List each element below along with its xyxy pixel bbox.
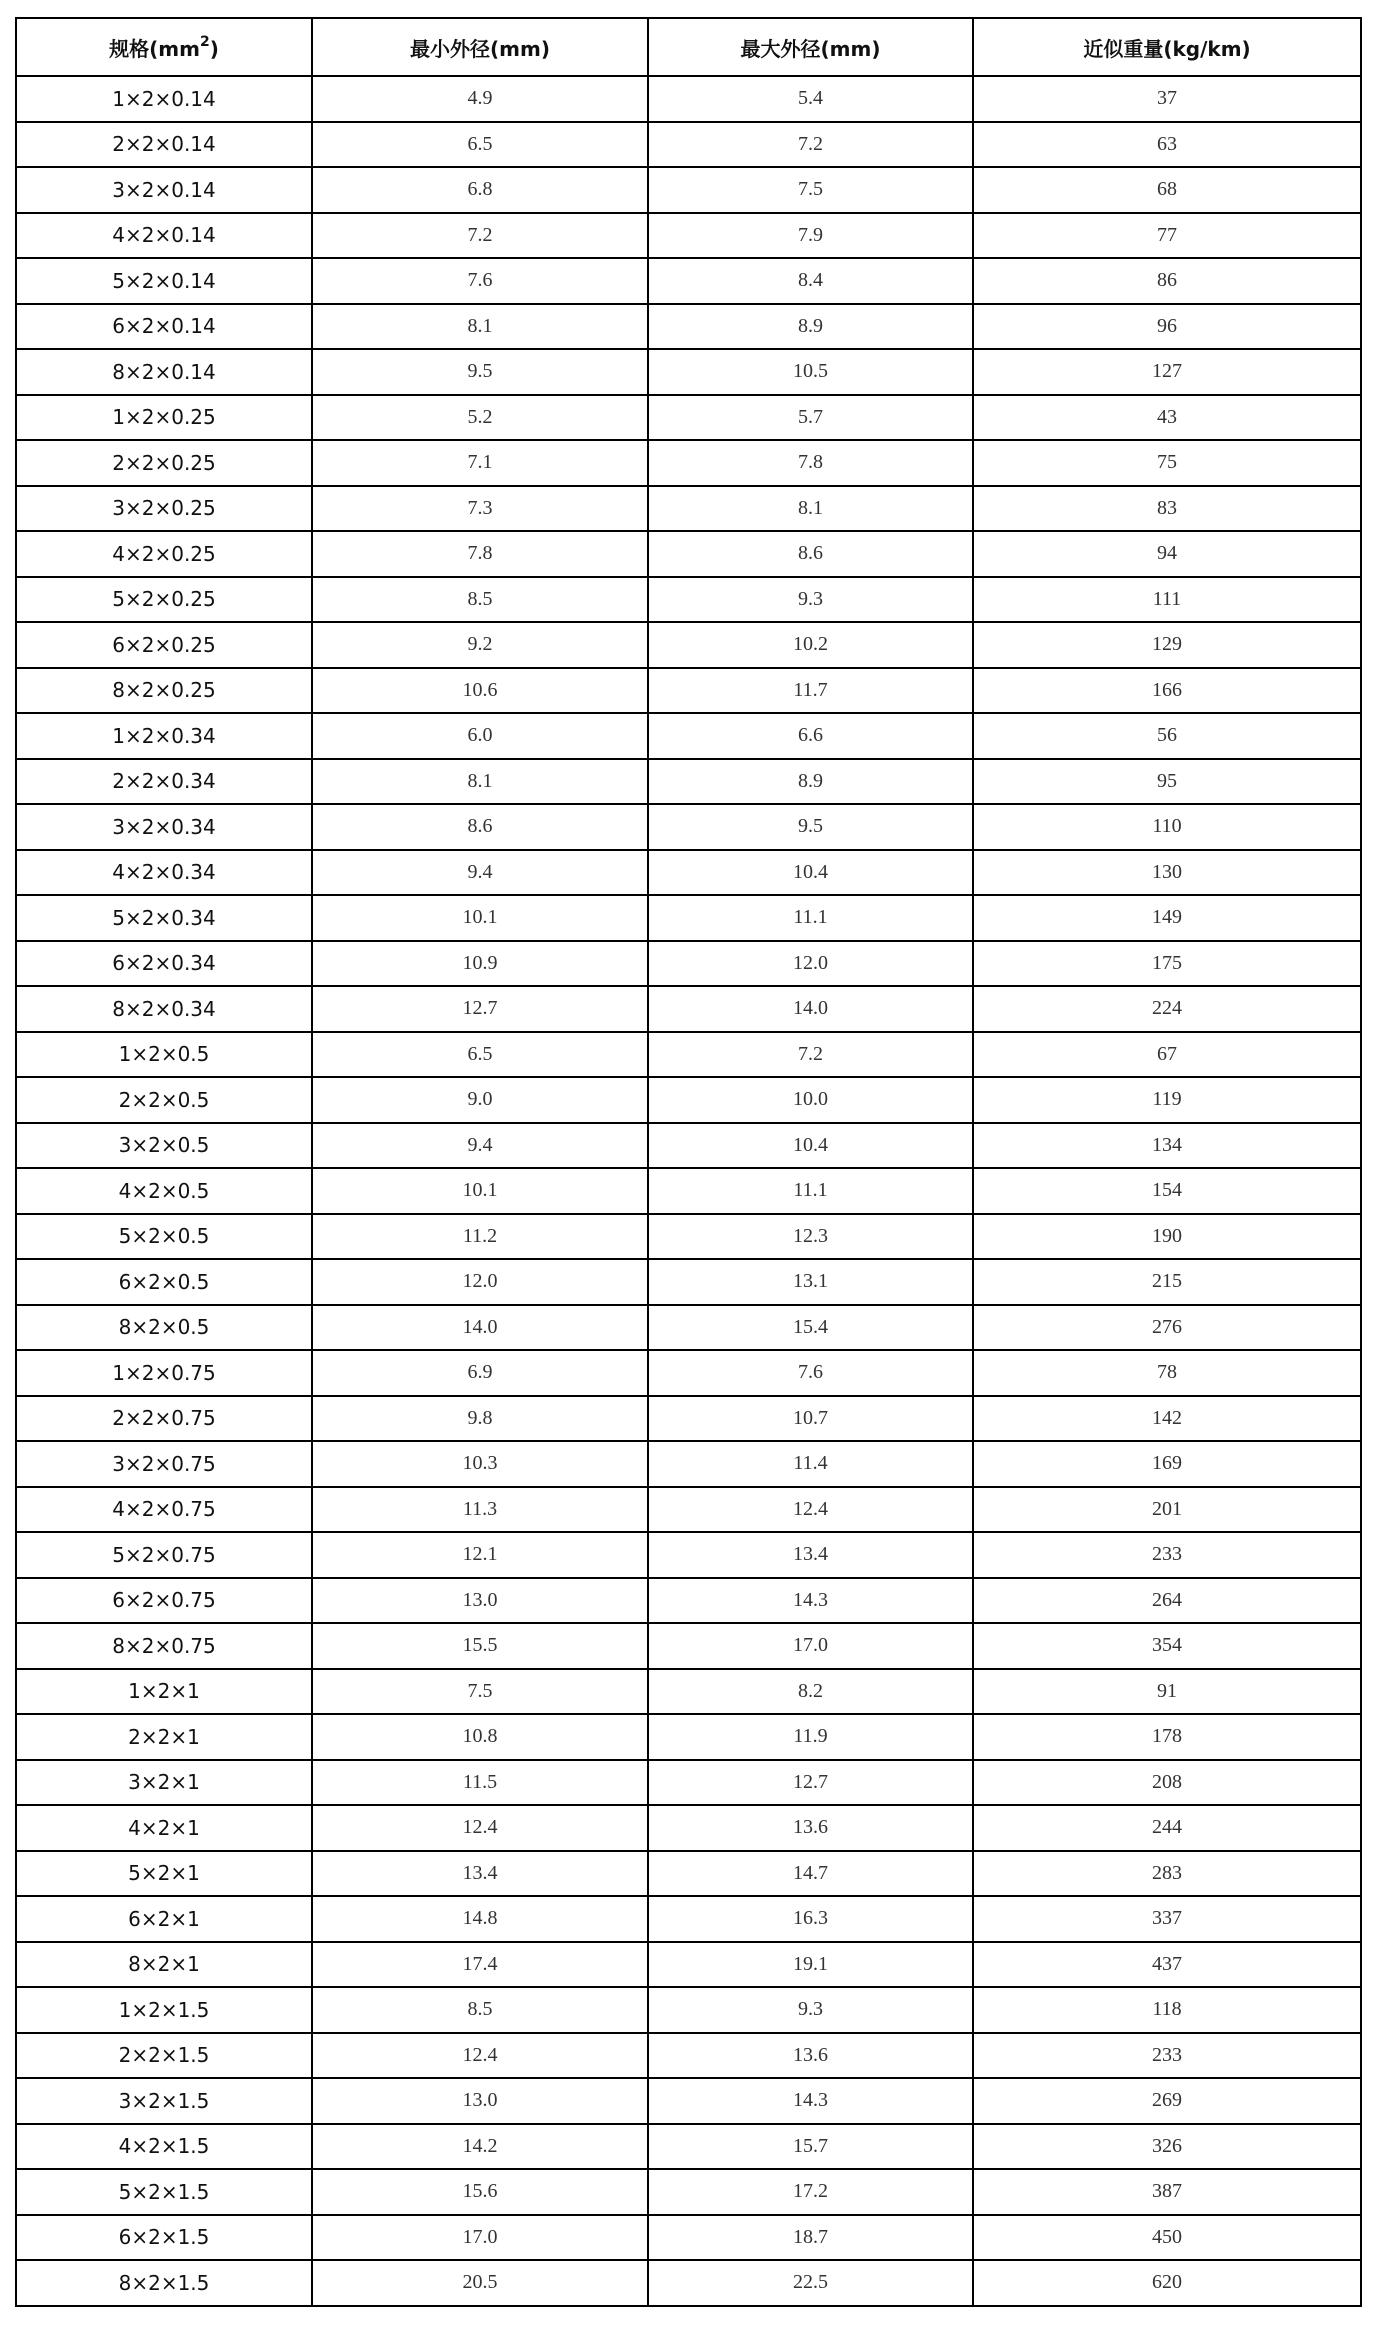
cell-weight: 127 <box>973 349 1361 395</box>
cell-weight: 190 <box>973 1214 1361 1260</box>
cell-max-od: 11.9 <box>648 1714 973 1760</box>
cell-max-od: 7.9 <box>648 213 973 259</box>
table-row <box>16 1441 1361 1487</box>
table-row <box>16 1942 1361 1988</box>
cell-max-od: 7.2 <box>648 122 973 168</box>
cell-spec: 5×2×0.14 <box>16 258 312 304</box>
cell-spec: 6×2×0.34 <box>16 941 312 987</box>
cell-spec: 2×2×0.14 <box>16 122 312 168</box>
cell-min-od: 8.1 <box>312 304 648 350</box>
table-row <box>16 759 1361 805</box>
cell-min-od: 6.8 <box>312 167 648 213</box>
cell-max-od: 12.7 <box>648 1760 973 1806</box>
cell-max-od: 10.4 <box>648 850 973 896</box>
cell-spec: 5×2×0.25 <box>16 577 312 623</box>
cell-weight: 86 <box>973 258 1361 304</box>
table-row <box>16 1259 1361 1305</box>
cell-spec: 5×2×0.34 <box>16 895 312 941</box>
cell-spec: 8×2×0.75 <box>16 1623 312 1669</box>
cell-min-od: 8.5 <box>312 1987 648 2033</box>
cell-max-od: 17.2 <box>648 2169 973 2215</box>
table-row <box>16 1123 1361 1169</box>
header-spec-prefix: 规格(mm <box>109 36 200 61</box>
cell-min-od: 6.9 <box>312 1350 648 1396</box>
cell-max-od: 10.2 <box>648 622 973 668</box>
cell-min-od: 11.5 <box>312 1760 648 1806</box>
table-row <box>16 1214 1361 1260</box>
cell-spec: 3×2×1.5 <box>16 2078 312 2124</box>
cell-min-od: 12.7 <box>312 986 648 1032</box>
cell-min-od: 7.6 <box>312 258 648 304</box>
cell-weight: 96 <box>973 304 1361 350</box>
table-row <box>16 167 1361 213</box>
table-row <box>16 1896 1361 1942</box>
cell-min-od: 8.1 <box>312 759 648 805</box>
cell-min-od: 12.0 <box>312 1259 648 1305</box>
cell-min-od: 12.4 <box>312 2033 648 2079</box>
cell-spec: 6×2×1.5 <box>16 2215 312 2261</box>
table-row <box>16 122 1361 168</box>
cell-max-od: 17.0 <box>648 1623 973 1669</box>
cell-weight: 83 <box>973 486 1361 532</box>
cell-min-od: 15.6 <box>312 2169 648 2215</box>
cell-weight: 56 <box>973 713 1361 759</box>
table-row <box>16 395 1361 441</box>
table-row <box>16 349 1361 395</box>
cell-max-od: 16.3 <box>648 1896 973 1942</box>
cell-min-od: 20.5 <box>312 2260 648 2306</box>
table-row <box>16 1032 1361 1078</box>
cell-min-od: 13.0 <box>312 1578 648 1624</box>
cell-weight: 450 <box>973 2215 1361 2261</box>
cell-spec: 6×2×0.75 <box>16 1578 312 1624</box>
cell-weight: 149 <box>973 895 1361 941</box>
cell-max-od: 12.4 <box>648 1487 973 1533</box>
cell-spec: 8×2×0.5 <box>16 1305 312 1351</box>
cell-min-od: 7.1 <box>312 440 648 486</box>
cell-max-od: 7.6 <box>648 1350 973 1396</box>
table-row <box>16 804 1361 850</box>
cell-max-od: 7.8 <box>648 440 973 486</box>
cell-weight: 326 <box>973 2124 1361 2170</box>
cell-max-od: 6.6 <box>648 713 973 759</box>
cell-weight: 119 <box>973 1077 1361 1123</box>
cell-max-od: 7.2 <box>648 1032 973 1078</box>
cell-spec: 1×2×1.5 <box>16 1987 312 2033</box>
cell-weight: 437 <box>973 1942 1361 1988</box>
table-row <box>16 258 1361 304</box>
table-row <box>16 1623 1361 1669</box>
cell-weight: 129 <box>973 622 1361 668</box>
table-row <box>16 2215 1361 2261</box>
cell-min-od: 9.5 <box>312 349 648 395</box>
cell-max-od: 5.4 <box>648 76 973 122</box>
cell-min-od: 15.5 <box>312 1623 648 1669</box>
cell-spec: 4×2×0.14 <box>16 213 312 259</box>
cell-weight: 233 <box>973 1532 1361 1578</box>
cell-spec: 4×2×1.5 <box>16 2124 312 2170</box>
cell-max-od: 14.0 <box>648 986 973 1032</box>
cell-spec: 5×2×0.75 <box>16 1532 312 1578</box>
cell-spec: 1×2×0.25 <box>16 395 312 441</box>
table-row <box>16 531 1361 577</box>
cell-weight: 68 <box>973 167 1361 213</box>
header-max-od: 最大外径(mm) <box>648 18 973 76</box>
cell-min-od: 6.5 <box>312 1032 648 1078</box>
cell-weight: 142 <box>973 1396 1361 1442</box>
spec-table-container <box>15 17 1360 2307</box>
table-row <box>16 486 1361 532</box>
cell-min-od: 6.5 <box>312 122 648 168</box>
cell-weight: 208 <box>973 1760 1361 1806</box>
table-row <box>16 76 1361 122</box>
cell-min-od: 14.8 <box>312 1896 648 1942</box>
cell-max-od: 9.3 <box>648 1987 973 2033</box>
cell-weight: 130 <box>973 850 1361 896</box>
cell-spec: 8×2×1 <box>16 1942 312 1988</box>
cell-weight: 244 <box>973 1805 1361 1851</box>
cell-min-od: 9.4 <box>312 1123 648 1169</box>
cell-weight: 283 <box>973 1851 1361 1897</box>
cell-spec: 6×2×0.25 <box>16 622 312 668</box>
cell-max-od: 11.1 <box>648 1168 973 1214</box>
cell-weight: 224 <box>973 986 1361 1032</box>
cell-spec: 2×2×0.34 <box>16 759 312 805</box>
cell-max-od: 10.7 <box>648 1396 973 1442</box>
cell-max-od: 8.1 <box>648 486 973 532</box>
cell-min-od: 9.8 <box>312 1396 648 1442</box>
cell-weight: 215 <box>973 1259 1361 1305</box>
table-row <box>16 1305 1361 1351</box>
cell-max-od: 14.7 <box>648 1851 973 1897</box>
cell-max-od: 22.5 <box>648 2260 973 2306</box>
cell-min-od: 9.0 <box>312 1077 648 1123</box>
cell-weight: 354 <box>973 1623 1361 1669</box>
cell-weight: 620 <box>973 2260 1361 2306</box>
cell-min-od: 12.1 <box>312 1532 648 1578</box>
cell-min-od: 7.8 <box>312 531 648 577</box>
cell-min-od: 4.9 <box>312 76 648 122</box>
cell-max-od: 10.0 <box>648 1077 973 1123</box>
cell-weight: 387 <box>973 2169 1361 2215</box>
cell-max-od: 14.3 <box>648 2078 973 2124</box>
cell-min-od: 8.6 <box>312 804 648 850</box>
header-spec <box>16 18 312 76</box>
cell-spec: 2×2×1 <box>16 1714 312 1760</box>
cell-spec: 3×2×0.25 <box>16 486 312 532</box>
cell-spec: 1×2×1 <box>16 1669 312 1715</box>
cell-min-od: 17.0 <box>312 2215 648 2261</box>
cell-weight: 233 <box>973 2033 1361 2079</box>
cell-spec: 6×2×0.5 <box>16 1259 312 1305</box>
cell-weight: 154 <box>973 1168 1361 1214</box>
cell-spec: 6×2×1 <box>16 1896 312 1942</box>
table-row <box>16 2033 1361 2079</box>
cell-min-od: 10.3 <box>312 1441 648 1487</box>
cell-weight: 77 <box>973 213 1361 259</box>
cell-min-od: 12.4 <box>312 1805 648 1851</box>
cell-spec: 2×2×0.75 <box>16 1396 312 1442</box>
cell-min-od: 14.0 <box>312 1305 648 1351</box>
cell-max-od: 8.9 <box>648 304 973 350</box>
cell-max-od: 13.4 <box>648 1532 973 1578</box>
cell-spec: 3×2×0.14 <box>16 167 312 213</box>
cell-max-od: 8.4 <box>648 258 973 304</box>
cell-min-od: 17.4 <box>312 1942 648 1988</box>
cell-spec: 3×2×0.5 <box>16 1123 312 1169</box>
cell-weight: 169 <box>973 1441 1361 1487</box>
cell-spec: 3×2×0.75 <box>16 1441 312 1487</box>
header-spec-suffix: ) <box>209 36 219 61</box>
cell-max-od: 8.6 <box>648 531 973 577</box>
cell-min-od: 8.5 <box>312 577 648 623</box>
cell-min-od: 7.3 <box>312 486 648 532</box>
cell-min-od: 7.2 <box>312 213 648 259</box>
cell-max-od: 13.1 <box>648 1259 973 1305</box>
cell-min-od: 9.2 <box>312 622 648 668</box>
cell-min-od: 10.9 <box>312 941 648 987</box>
cell-weight: 75 <box>973 440 1361 486</box>
cell-weight: 78 <box>973 1350 1361 1396</box>
table-row <box>16 1805 1361 1851</box>
header-weight: 近似重量(kg/km) <box>973 18 1361 76</box>
cell-max-od: 13.6 <box>648 1805 973 1851</box>
cell-spec: 6×2×0.14 <box>16 304 312 350</box>
cell-max-od: 12.3 <box>648 1214 973 1260</box>
cell-spec: 4×2×0.34 <box>16 850 312 896</box>
table-row <box>16 2169 1361 2215</box>
cell-weight: 67 <box>973 1032 1361 1078</box>
cell-spec: 4×2×0.75 <box>16 1487 312 1533</box>
cell-spec: 8×2×0.25 <box>16 668 312 714</box>
cell-min-od: 11.3 <box>312 1487 648 1533</box>
cell-weight: 91 <box>973 1669 1361 1715</box>
cell-spec: 1×2×0.5 <box>16 1032 312 1078</box>
cell-spec: 2×2×0.5 <box>16 1077 312 1123</box>
cable-spec-table <box>15 17 1362 2307</box>
table-row <box>16 1077 1361 1123</box>
cell-weight: 95 <box>973 759 1361 805</box>
cell-weight: 201 <box>973 1487 1361 1533</box>
cell-max-od: 13.6 <box>648 2033 973 2079</box>
table-row <box>16 213 1361 259</box>
cell-min-od: 7.5 <box>312 1669 648 1715</box>
cell-max-od: 8.2 <box>648 1669 973 1715</box>
table-row <box>16 941 1361 987</box>
cell-max-od: 11.4 <box>648 1441 973 1487</box>
cell-min-od: 10.1 <box>312 895 648 941</box>
table-row <box>16 713 1361 759</box>
table-row <box>16 1760 1361 1806</box>
cell-max-od: 5.7 <box>648 395 973 441</box>
cell-min-od: 10.1 <box>312 1168 648 1214</box>
table-row <box>16 1532 1361 1578</box>
cell-max-od: 15.7 <box>648 2124 973 2170</box>
cell-weight: 264 <box>973 1578 1361 1624</box>
cell-max-od: 9.5 <box>648 804 973 850</box>
table-body <box>16 76 1361 2306</box>
cell-weight: 37 <box>973 76 1361 122</box>
cell-min-od: 10.8 <box>312 1714 648 1760</box>
cell-spec: 8×2×1.5 <box>16 2260 312 2306</box>
cell-max-od: 10.4 <box>648 1123 973 1169</box>
table-row <box>16 1669 1361 1715</box>
cell-weight: 178 <box>973 1714 1361 1760</box>
cell-max-od: 14.3 <box>648 1578 973 1624</box>
cell-spec: 8×2×0.34 <box>16 986 312 1032</box>
cell-max-od: 7.5 <box>648 167 973 213</box>
cell-weight: 175 <box>973 941 1361 987</box>
cell-spec: 1×2×0.14 <box>16 76 312 122</box>
table-row <box>16 622 1361 668</box>
cell-min-od: 13.0 <box>312 2078 648 2124</box>
cell-spec: 3×2×0.34 <box>16 804 312 850</box>
table-row <box>16 1851 1361 1897</box>
table-row <box>16 1487 1361 1533</box>
cell-max-od: 19.1 <box>648 1942 973 1988</box>
table-row <box>16 668 1361 714</box>
cell-min-od: 6.0 <box>312 713 648 759</box>
table-row <box>16 1987 1361 2033</box>
cell-max-od: 12.0 <box>648 941 973 987</box>
cell-weight: 63 <box>973 122 1361 168</box>
cell-weight: 276 <box>973 1305 1361 1351</box>
cell-weight: 110 <box>973 804 1361 850</box>
table-row <box>16 2078 1361 2124</box>
table-row <box>16 850 1361 896</box>
table-row <box>16 440 1361 486</box>
cell-min-od: 10.6 <box>312 668 648 714</box>
cell-spec: 2×2×1.5 <box>16 2033 312 2079</box>
cell-max-od: 11.7 <box>648 668 973 714</box>
table-row <box>16 1578 1361 1624</box>
cell-max-od: 18.7 <box>648 2215 973 2261</box>
cell-spec: 5×2×1 <box>16 1851 312 1897</box>
cell-min-od: 14.2 <box>312 2124 648 2170</box>
cell-weight: 94 <box>973 531 1361 577</box>
table-row <box>16 1396 1361 1442</box>
cell-spec: 1×2×0.34 <box>16 713 312 759</box>
cell-spec: 5×2×1.5 <box>16 2169 312 2215</box>
cell-spec: 5×2×0.5 <box>16 1214 312 1260</box>
cell-spec: 2×2×0.25 <box>16 440 312 486</box>
cell-weight: 43 <box>973 395 1361 441</box>
cell-weight: 118 <box>973 1987 1361 2033</box>
cell-weight: 111 <box>973 577 1361 623</box>
header-spec-sup: 2 <box>199 33 210 50</box>
cell-spec: 3×2×1 <box>16 1760 312 1806</box>
table-row <box>16 2124 1361 2170</box>
cell-spec: 4×2×1 <box>16 1805 312 1851</box>
cell-weight: 337 <box>973 1896 1361 1942</box>
cell-spec: 8×2×0.14 <box>16 349 312 395</box>
table-row <box>16 1168 1361 1214</box>
cell-max-od: 15.4 <box>648 1305 973 1351</box>
cell-min-od: 9.4 <box>312 850 648 896</box>
cell-weight: 134 <box>973 1123 1361 1169</box>
cell-max-od: 11.1 <box>648 895 973 941</box>
header-min-od: 最小外径(mm) <box>312 18 648 76</box>
cell-spec: 4×2×0.25 <box>16 531 312 577</box>
table-header-row <box>16 18 1361 76</box>
table-row <box>16 986 1361 1032</box>
cell-min-od: 5.2 <box>312 395 648 441</box>
cell-min-od: 13.4 <box>312 1851 648 1897</box>
table-row <box>16 2260 1361 2306</box>
cell-max-od: 9.3 <box>648 577 973 623</box>
cell-max-od: 10.5 <box>648 349 973 395</box>
table-row <box>16 304 1361 350</box>
table-row <box>16 895 1361 941</box>
table-row <box>16 577 1361 623</box>
cell-max-od: 8.9 <box>648 759 973 805</box>
cell-min-od: 11.2 <box>312 1214 648 1260</box>
cell-weight: 166 <box>973 668 1361 714</box>
cell-spec: 1×2×0.75 <box>16 1350 312 1396</box>
cell-spec: 4×2×0.5 <box>16 1168 312 1214</box>
cell-weight: 269 <box>973 2078 1361 2124</box>
table-row <box>16 1350 1361 1396</box>
table-row <box>16 1714 1361 1760</box>
